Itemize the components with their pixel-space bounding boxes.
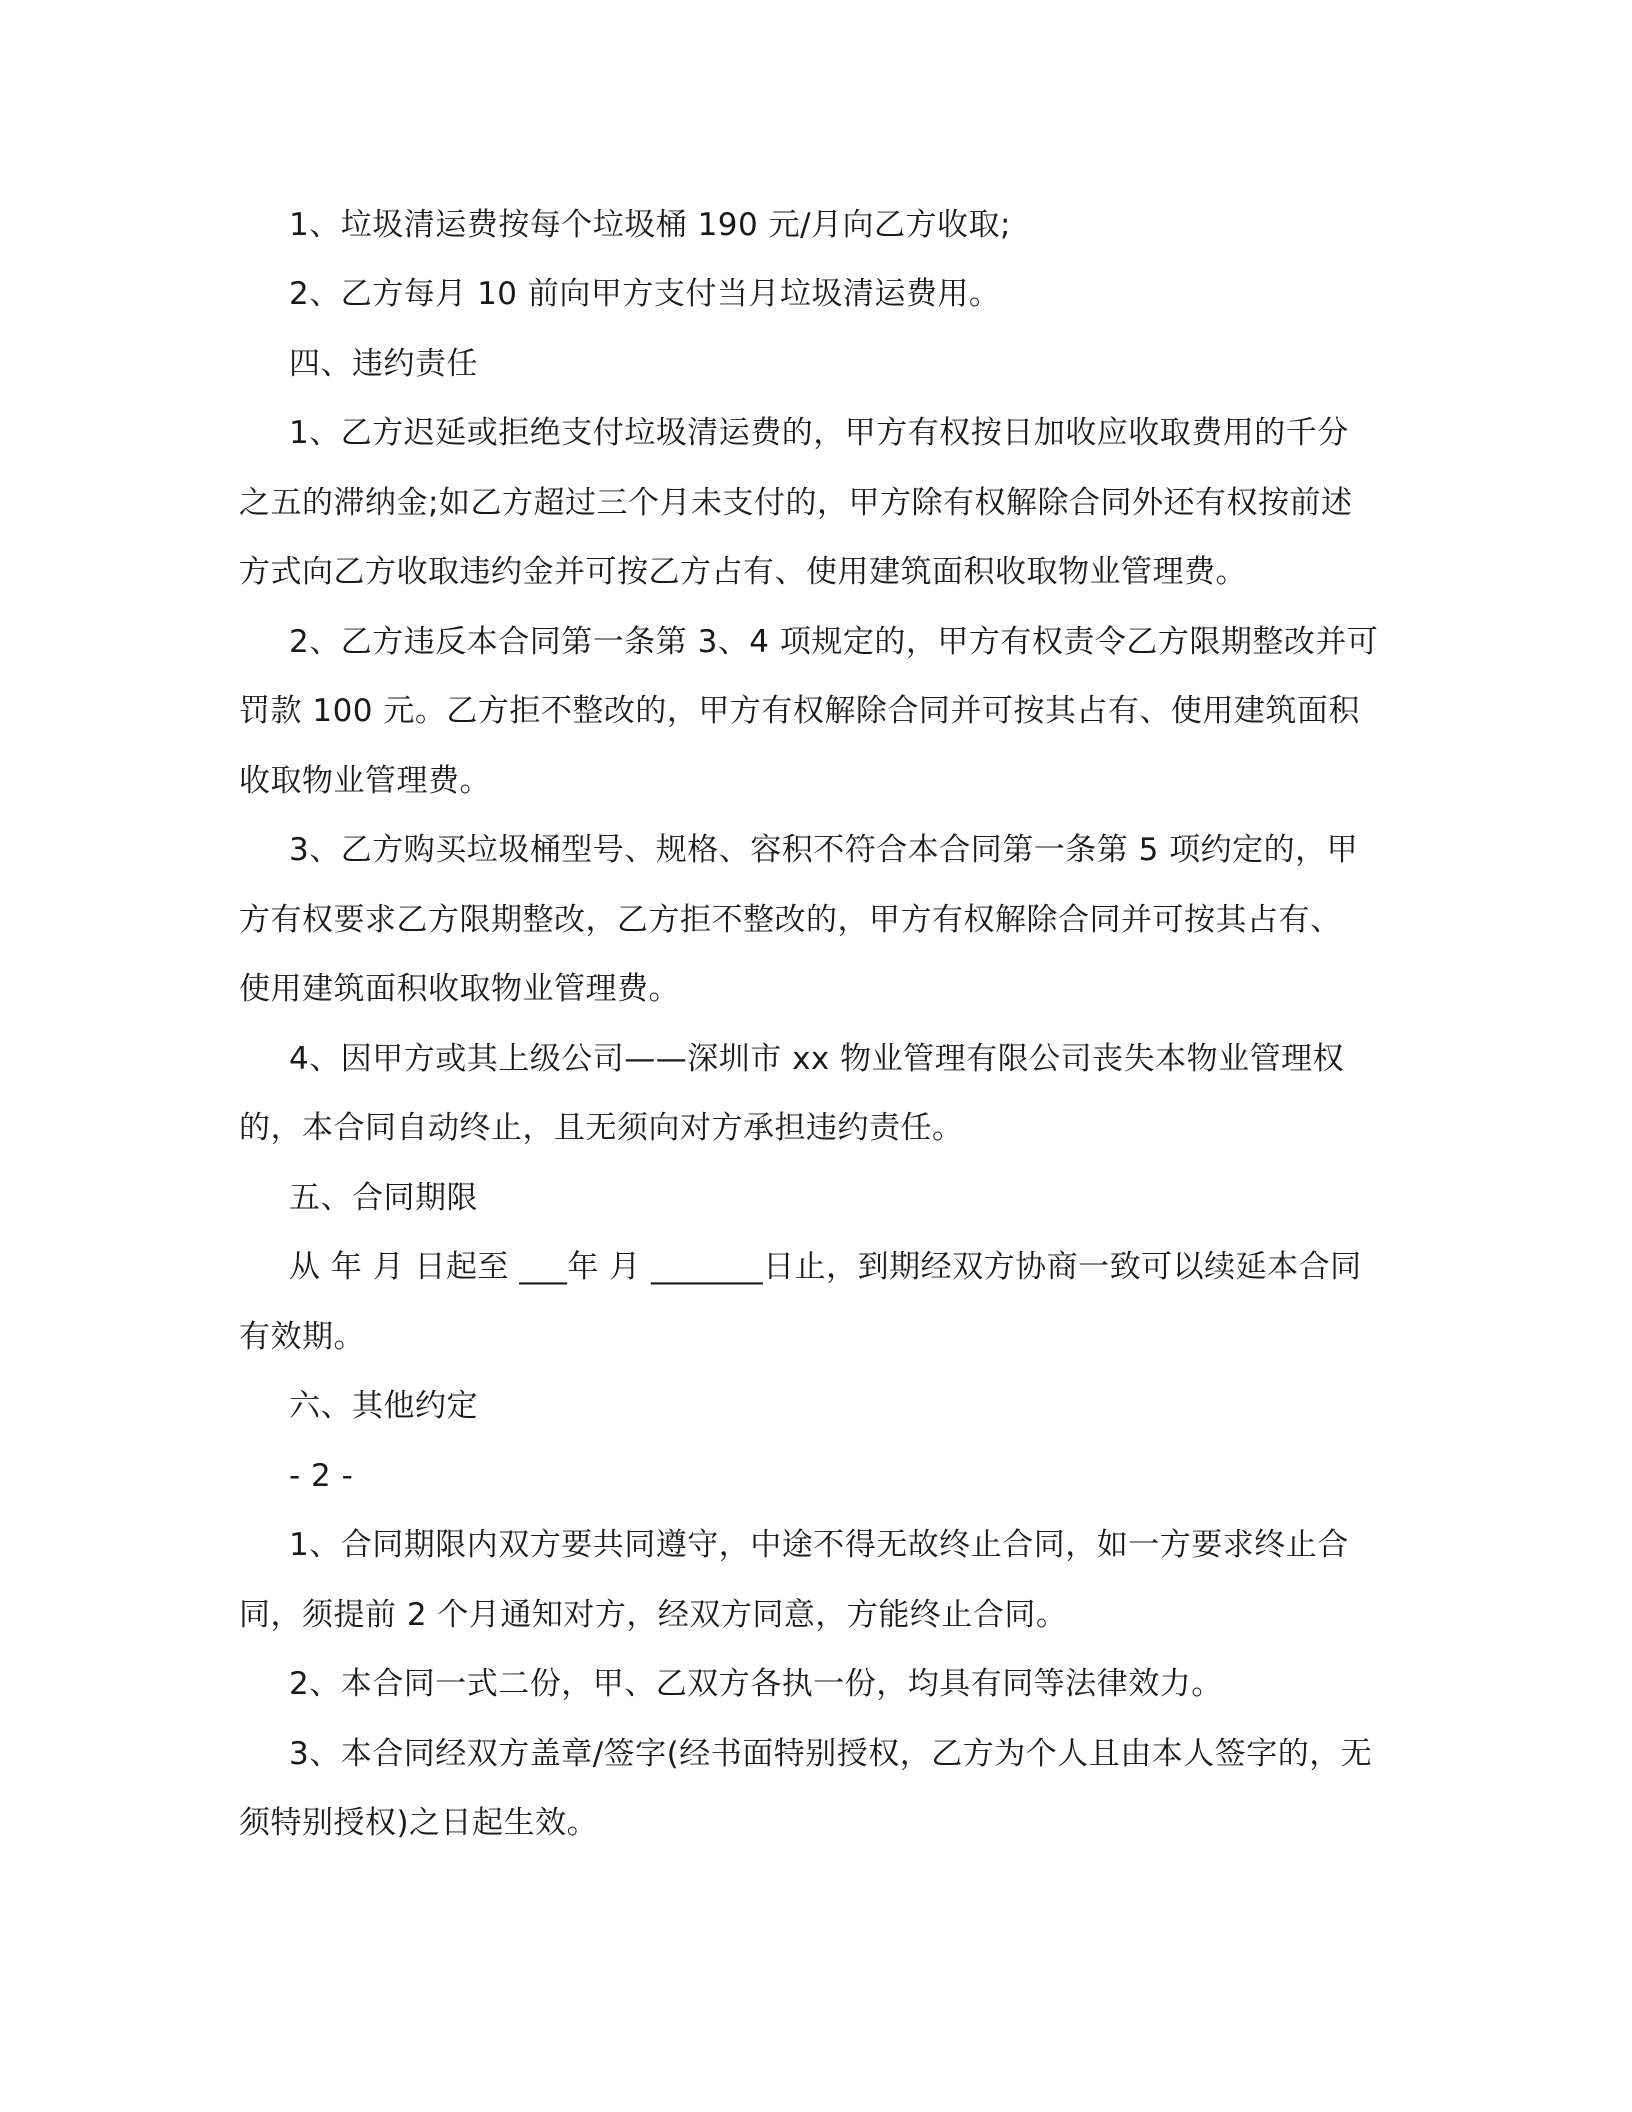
text-line: 2、乙方违反本合同第一条第 3、4 项规定的，甲方有权责令乙方限期整改并可 xyxy=(289,624,1379,660)
text-line: 的，本合同自动终止，且无须向对方承担违约责任。 xyxy=(239,1110,964,1146)
text-line: 2、乙方每月 10 前向甲方支付当月垃圾清运费用。 xyxy=(289,276,1001,312)
text-line: 同，须提前 2 个月通知对方，经双方同意，方能终止合同。 xyxy=(239,1597,1068,1633)
text-line: 方有权要求乙方限期整改，乙方拒不整改的，甲方有权解除合同并可按其占有、 xyxy=(239,902,1342,938)
text-line: 1、垃圾清运费按每个垃圾桶 190 元/月向乙方收取; xyxy=(289,207,1011,243)
text-line: 1、合同期限内双方要共同遵守，中途不得无故终止合同，如一方要求终止合 xyxy=(289,1527,1349,1563)
section-heading: 六、其他约定 xyxy=(289,1388,478,1424)
text-line: 罚款 100 元。乙方拒不整改的，甲方有权解除合同并可按其占有、使用建筑面积 xyxy=(239,693,1360,729)
section-heading: 五、合同期限 xyxy=(289,1180,478,1216)
text-line: 1、乙方迟延或拒绝支付垃圾清运费的，甲方有权按日加收应收取费用的千分 xyxy=(289,415,1349,451)
text-line: 须特别授权)之日起生效。 xyxy=(239,1805,599,1841)
page-number: - 2 - xyxy=(289,1458,354,1494)
text-line: 收取物业管理费。 xyxy=(239,763,491,799)
text-line: 3、乙方购买垃圾桶型号、规格、容积不符合本合同第一条第 5 项约定的，甲 xyxy=(289,832,1359,868)
text-line: 使用建筑面积收取物业管理费。 xyxy=(239,971,680,1007)
text-line: 方式向乙方收取违约金并可按乙方占有、使用建筑面积收取物业管理费。 xyxy=(239,554,1247,590)
text-line: 有效期。 xyxy=(239,1319,365,1355)
text-line: 2、本合同一式二份，甲、乙双方各执一份，均具有同等法律效力。 xyxy=(289,1666,1223,1702)
section-heading: 四、违约责任 xyxy=(289,346,478,382)
text-line: 4、因甲方或其上级公司——深圳市 xx 物业管理有限公司丧失本物业管理权 xyxy=(289,1041,1345,1077)
text-line: 之五的滞纳金;如乙方超过三个月未支付的，甲方除有权解除合同外还有权按前述 xyxy=(239,485,1353,521)
text-line: 从 年 月 日起至 ___年 月 _______日止，到期经双方协商一致可以续延本合同 xyxy=(289,1249,1362,1285)
text-line: 3、本合同经双方盖章/签字(经书面特别授权，乙方为个人且由本人签字的，无 xyxy=(289,1736,1373,1772)
